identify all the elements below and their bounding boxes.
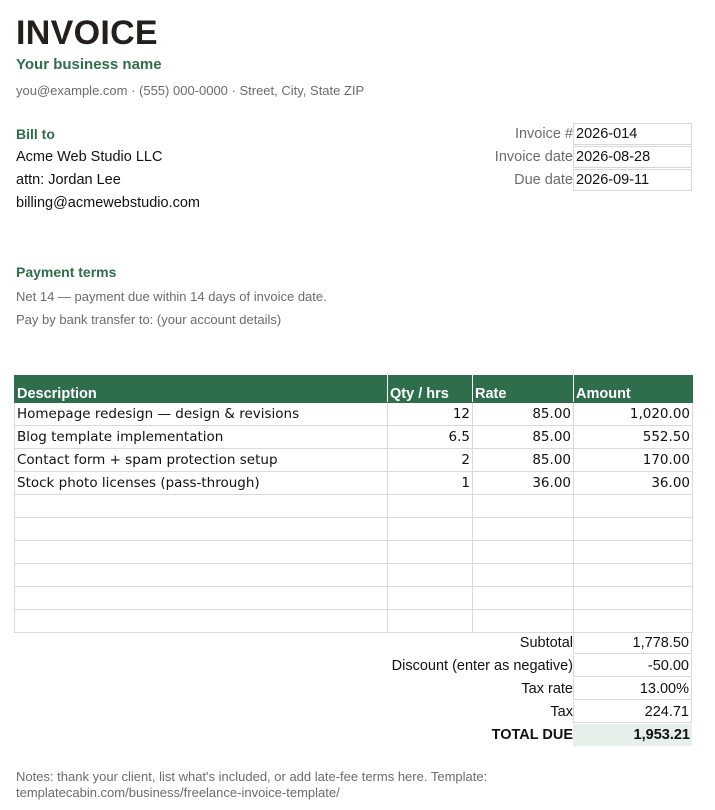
column-header-qty: Qty / hrs bbox=[388, 376, 473, 403]
subtotal-value: 1,778.50 bbox=[573, 632, 692, 654]
total-due-value: 1,953.21 bbox=[573, 724, 692, 746]
business-name: Your business name bbox=[16, 56, 162, 73]
cell-rate[interactable] bbox=[473, 518, 574, 541]
subtotal-label: Subtotal bbox=[519, 635, 573, 651]
column-header-amount: Amount bbox=[574, 376, 693, 403]
invoice-number-label: Invoice # bbox=[514, 126, 573, 142]
cell-description[interactable] bbox=[15, 610, 388, 633]
invoice-title: INVOICE bbox=[16, 14, 158, 52]
cell-amount[interactable] bbox=[574, 610, 693, 633]
due-date-field[interactable]: 2026-09-11 bbox=[573, 169, 692, 191]
table-row bbox=[15, 518, 693, 541]
table-row bbox=[15, 587, 693, 610]
cell-description[interactable] bbox=[15, 495, 388, 518]
cell-description[interactable]: Contact form + spam protection setup bbox=[15, 449, 388, 472]
cell-rate[interactable] bbox=[473, 495, 574, 518]
cell-qty[interactable] bbox=[388, 541, 473, 564]
tax-value: 224.71 bbox=[573, 701, 692, 723]
cell-qty[interactable]: 2 bbox=[388, 449, 473, 472]
bill-to-attn: attn: Jordan Lee bbox=[16, 172, 121, 188]
cell-amount[interactable] bbox=[574, 564, 693, 587]
cell-qty[interactable] bbox=[388, 564, 473, 587]
invoice-date-label: Invoice date bbox=[494, 149, 573, 165]
invoice-number-field[interactable]: 2026-014 bbox=[573, 123, 692, 145]
total-due-label: TOTAL DUE bbox=[491, 727, 573, 743]
cell-qty[interactable]: 12 bbox=[388, 403, 473, 426]
cell-qty[interactable] bbox=[388, 495, 473, 518]
cell-description[interactable] bbox=[15, 587, 388, 610]
cell-amount[interactable] bbox=[574, 541, 693, 564]
table-row bbox=[15, 495, 693, 518]
cell-description[interactable] bbox=[15, 541, 388, 564]
tax-rate-label: Tax rate bbox=[521, 681, 573, 697]
line-items-table bbox=[14, 375, 693, 633]
discount-label: Discount (enter as negative) bbox=[391, 658, 573, 674]
column-header-rate: Rate bbox=[473, 376, 574, 403]
table-row bbox=[15, 564, 693, 587]
cell-amount[interactable]: 36.00 bbox=[574, 472, 693, 495]
tax-label: Tax bbox=[550, 704, 573, 720]
cell-qty[interactable]: 1 bbox=[388, 472, 473, 495]
cell-rate[interactable]: 36.00 bbox=[473, 472, 574, 495]
cell-rate[interactable] bbox=[473, 564, 574, 587]
cell-rate[interactable] bbox=[473, 541, 574, 564]
cell-amount[interactable]: 1,020.00 bbox=[574, 403, 693, 426]
cell-qty[interactable] bbox=[388, 587, 473, 610]
due-date-label: Due date bbox=[514, 172, 573, 188]
tax-rate-field[interactable]: 13.00% bbox=[573, 678, 692, 700]
cell-rate[interactable]: 85.00 bbox=[473, 403, 574, 426]
cell-qty[interactable] bbox=[388, 610, 473, 633]
business-contact: you@example.com · (555) 000-0000 · Street, City, State ZIP bbox=[16, 83, 365, 98]
column-header-description: Description bbox=[15, 376, 388, 403]
cell-rate[interactable]: 85.00 bbox=[473, 449, 574, 472]
discount-field[interactable]: -50.00 bbox=[573, 655, 692, 677]
bill-to-company: Acme Web Studio LLC bbox=[16, 149, 163, 165]
cell-amount[interactable]: 552.50 bbox=[574, 426, 693, 449]
cell-rate[interactable] bbox=[473, 610, 574, 633]
bill-to-heading: Bill to bbox=[16, 126, 55, 142]
cell-amount[interactable]: 170.00 bbox=[574, 449, 693, 472]
cell-description[interactable] bbox=[15, 564, 388, 587]
table-row bbox=[15, 541, 693, 564]
notes-text: Notes: thank your client, list what's included, or add late-fee terms here. Template: templatecabin.com/business/freelance-invoice-template/ bbox=[16, 769, 488, 800]
table-row bbox=[15, 449, 693, 472]
cell-rate[interactable]: 85.00 bbox=[473, 426, 574, 449]
table-row bbox=[15, 403, 693, 426]
cell-description[interactable]: Homepage redesign — design & revisions bbox=[15, 403, 388, 426]
table-row bbox=[15, 426, 693, 449]
cell-amount[interactable] bbox=[574, 495, 693, 518]
cell-description[interactable]: Blog template implementation bbox=[15, 426, 388, 449]
cell-amount[interactable] bbox=[574, 518, 693, 541]
cell-description[interactable] bbox=[15, 518, 388, 541]
payment-terms-line-2: Pay by bank transfer to: (your account details) bbox=[16, 312, 282, 327]
invoice-date-field[interactable]: 2026-08-28 bbox=[573, 146, 692, 168]
cell-rate[interactable] bbox=[473, 587, 574, 610]
cell-amount[interactable] bbox=[574, 587, 693, 610]
cell-description[interactable]: Stock photo licenses (pass-through) bbox=[15, 472, 388, 495]
payment-terms-line-1: Net 14 — payment due within 14 days of invoice date. bbox=[16, 289, 327, 304]
table-row bbox=[15, 610, 693, 633]
cell-qty[interactable] bbox=[388, 518, 473, 541]
cell-qty[interactable]: 6.5 bbox=[388, 426, 473, 449]
table-row bbox=[15, 472, 693, 495]
bill-to-email: billing@acmewebstudio.com bbox=[16, 195, 200, 211]
payment-terms-heading: Payment terms bbox=[16, 264, 117, 280]
table-header-row bbox=[15, 376, 693, 403]
